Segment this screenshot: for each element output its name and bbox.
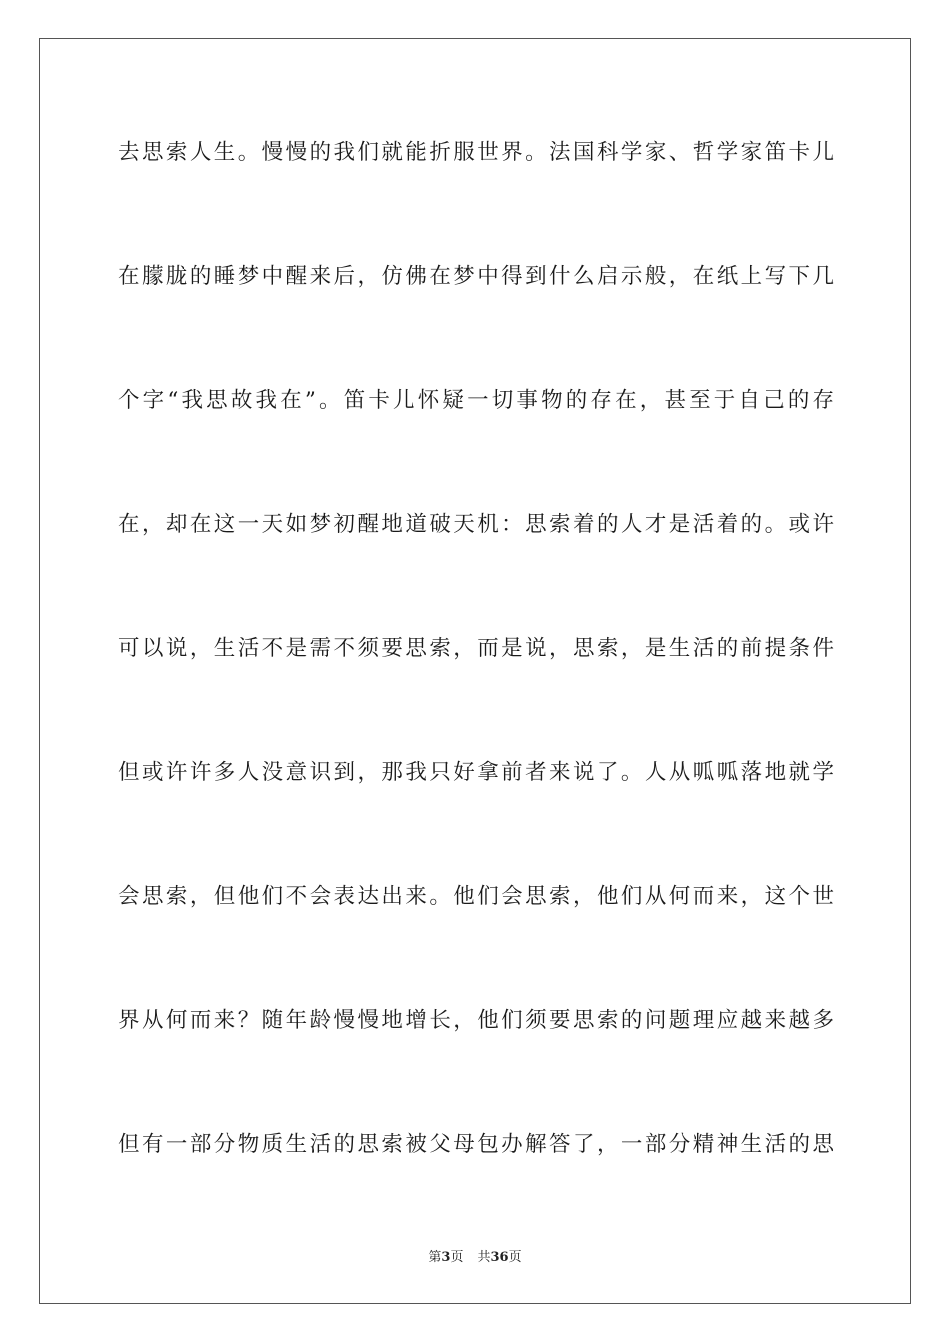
text-line: 界从何而来？随年龄慢慢地增长，他们须要思索的问题理应越来越多	[118, 1008, 834, 1033]
body-text	[118, 127, 834, 1243]
text-line: 可以说，生活不是需不须要思索，而是说，思索，是生活的前提条件	[118, 636, 834, 661]
total-pages: 36	[490, 1250, 509, 1265]
page-prefix: 第	[428, 1250, 442, 1265]
page-footer	[0, 1246, 950, 1265]
text-line: 会思索，但他们不会表达出来。他们会思索，他们从何而来，这个世	[118, 884, 834, 909]
text-line: 去思索人生。慢慢的我们就能折服世界。法国科学家、哲学家笛卡儿	[118, 140, 834, 165]
text-line: 个字“我思故我在”。笛卡儿怀疑一切事物的存在，甚至于自己的存	[118, 388, 834, 413]
text-line: 在，却在这一天如梦初醒地道破天机：思索着的人才是活着的。或许	[118, 512, 834, 537]
text-line: 在朦胧的睡梦中醒来后，仿佛在梦中得到什么启示般，在纸上写下几	[118, 264, 834, 289]
text-line: 但有一部分物质生活的思索被父母包办解答了，一部分精神生活的思	[118, 1132, 834, 1157]
page-suffix: 页	[450, 1250, 464, 1265]
total-prefix: 共	[477, 1250, 491, 1265]
page-number: 3	[441, 1250, 451, 1265]
text-line: 但或许许多人没意识到，那我只好拿前者来说了。人从呱呱落地就学	[118, 760, 834, 785]
total-suffix: 页	[508, 1250, 522, 1265]
